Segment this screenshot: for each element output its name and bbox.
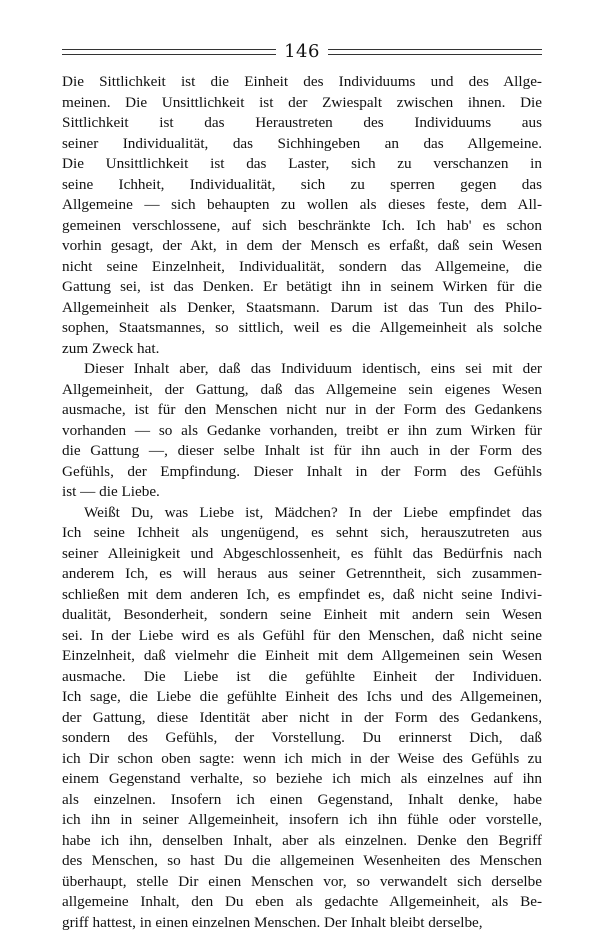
text-line: dualität, Besonderheit, sondern seine Einheit mit andern sein Wesen bbox=[62, 605, 542, 626]
header-rule-right bbox=[328, 49, 542, 55]
text-line: habe ich ihn, denselben Inhalt, aber als einzelnen. Denke den Begriff bbox=[62, 831, 542, 852]
text-line: Allgemeinheit, der Gattung, daß das Allgemeine sein eigenes Wesen bbox=[62, 380, 542, 401]
text-line: die Gattung —, dieser selbe Inhalt ist für ihn auch in der Form des bbox=[62, 441, 542, 462]
text-line: ausmache, ist für den Menschen nicht nur in der Form des Gedankens bbox=[62, 400, 542, 421]
text-line: Allgemeine — sich behaupten zu wollen als dieses feste, dem All- bbox=[62, 195, 542, 216]
text-line: des Menschen, so hast Du die allgemeinen Wesenheiten des Menschen bbox=[62, 851, 542, 872]
text-line: Allgemeinheit als Denker, Staatsmann. Darum ist das Tun des Philo- bbox=[62, 298, 542, 319]
text-line: sei. In der Liebe wird es als Gefühl für den Menschen, daß nicht seine bbox=[62, 626, 542, 647]
text-line: ist — die Liebe. bbox=[62, 482, 542, 503]
body-text bbox=[62, 72, 542, 933]
text-line: anderem Ich, es will heraus aus seiner Getrenntheit, sich zusammen- bbox=[62, 564, 542, 585]
text-line: nicht seine Einzelnheit, Individualität, sondern das Allgemeine, die bbox=[62, 257, 542, 278]
text-line: sophen, Staatsmannes, so sittlich, weil es die Allgemeinheit als solche bbox=[62, 318, 542, 339]
text-line: schließen mit dem anderen Ich, es empfindet es, daß nicht seine Indivi- bbox=[62, 585, 542, 606]
text-line: ausmache. Die Liebe ist die gefühlte Einheit der Individuen. bbox=[62, 667, 542, 688]
text-line: gemeinen verschlossene, auf sich beschränkte Ich. Ich hab' es schon bbox=[62, 216, 542, 237]
text-line: seiner Alleinigkeit und Abgeschlossenheit, es fühlt das Bedürfnis nach bbox=[62, 544, 542, 565]
text-line: griff hattest, in einen einzelnen Menschen. Der Inhalt bleibt derselbe, bbox=[62, 913, 542, 933]
text-line: ich ihn in seiner Allgemeinheit, insofern ich ihn fühle oder vorstelle, bbox=[62, 810, 542, 831]
text-line: vorhanden — so als Gedanke vorhanden, treibt er ihn zum Wirken für bbox=[62, 421, 542, 442]
text-line: ich Dir schon oben sagte: wenn ich mich in der Weise des Gefühls zu bbox=[62, 749, 542, 770]
header-rule-left bbox=[62, 49, 276, 55]
text-line: Die Sittlichkeit ist die Einheit des Individuums und des Allge- bbox=[62, 72, 542, 93]
text-line: Einzelnheit, daß vielmehr die Einheit mit dem Allgemeinen sein Wesen bbox=[62, 646, 542, 667]
page-number: 146 bbox=[276, 40, 328, 64]
text-line: Ich seine Ichheit als ungenügend, es sehnt sich, herauszutreten aus bbox=[62, 523, 542, 544]
text-line: der Gattung, diese Identität aber nicht in der Form des Gedankens, bbox=[62, 708, 542, 729]
text-line: Dieser Inhalt aber, daß das Individuum identisch, eins sei mit der bbox=[62, 359, 542, 380]
text-line: vorhin gesagt, der Akt, in dem der Mensch es erfaßt, daß sein Wesen bbox=[62, 236, 542, 257]
text-line: sondern des Gefühls, der Vorstellung. Du erinnerst Dich, daß bbox=[62, 728, 542, 749]
text-line: Ich sage, die Liebe die gefühlte Einheit des Ichs und des Allgemeinen, bbox=[62, 687, 542, 708]
text-line: Die Unsittlichkeit ist das Laster, sich zu verschanzen in bbox=[62, 154, 542, 175]
text-line: Gattung sei, ist das Denken. Er betätigt ihn in seinem Wirken für die bbox=[62, 277, 542, 298]
text-line: als einzelnen. Insofern ich einen Gegenstand, Inhalt denke, habe bbox=[62, 790, 542, 811]
text-line: allgemeine Inhalt, den Du eben als gedachte Allgemeinheit, als Be- bbox=[62, 892, 542, 913]
text-line: Gefühls, der Empfindung. Dieser Inhalt in der Form des Gefühls bbox=[62, 462, 542, 483]
text-line: einem Gegenstand verhalte, so beziehe ich mich als einzelnes auf ihn bbox=[62, 769, 542, 790]
text-line: seine Ichheit, Individualität, sich zu sperren gegen das bbox=[62, 175, 542, 196]
text-line: Sittlichkeit ist das Heraustreten des Individuums aus bbox=[62, 113, 542, 134]
text-line: Weißt Du, was Liebe ist, Mädchen? In der Liebe empfindet das bbox=[62, 503, 542, 524]
text-line: zum Zweck hat. bbox=[62, 339, 542, 360]
text-line: seiner Individualität, das Sichhingeben an das Allgemeine. bbox=[62, 134, 542, 155]
page-header bbox=[62, 40, 542, 64]
text-line: überhaupt, stelle Dir einen Menschen vor, so verwandelt sich derselbe bbox=[62, 872, 542, 893]
text-line: meinen. Die Unsittlichkeit ist der Zwiespalt zwischen ihnen. Die bbox=[62, 93, 542, 114]
